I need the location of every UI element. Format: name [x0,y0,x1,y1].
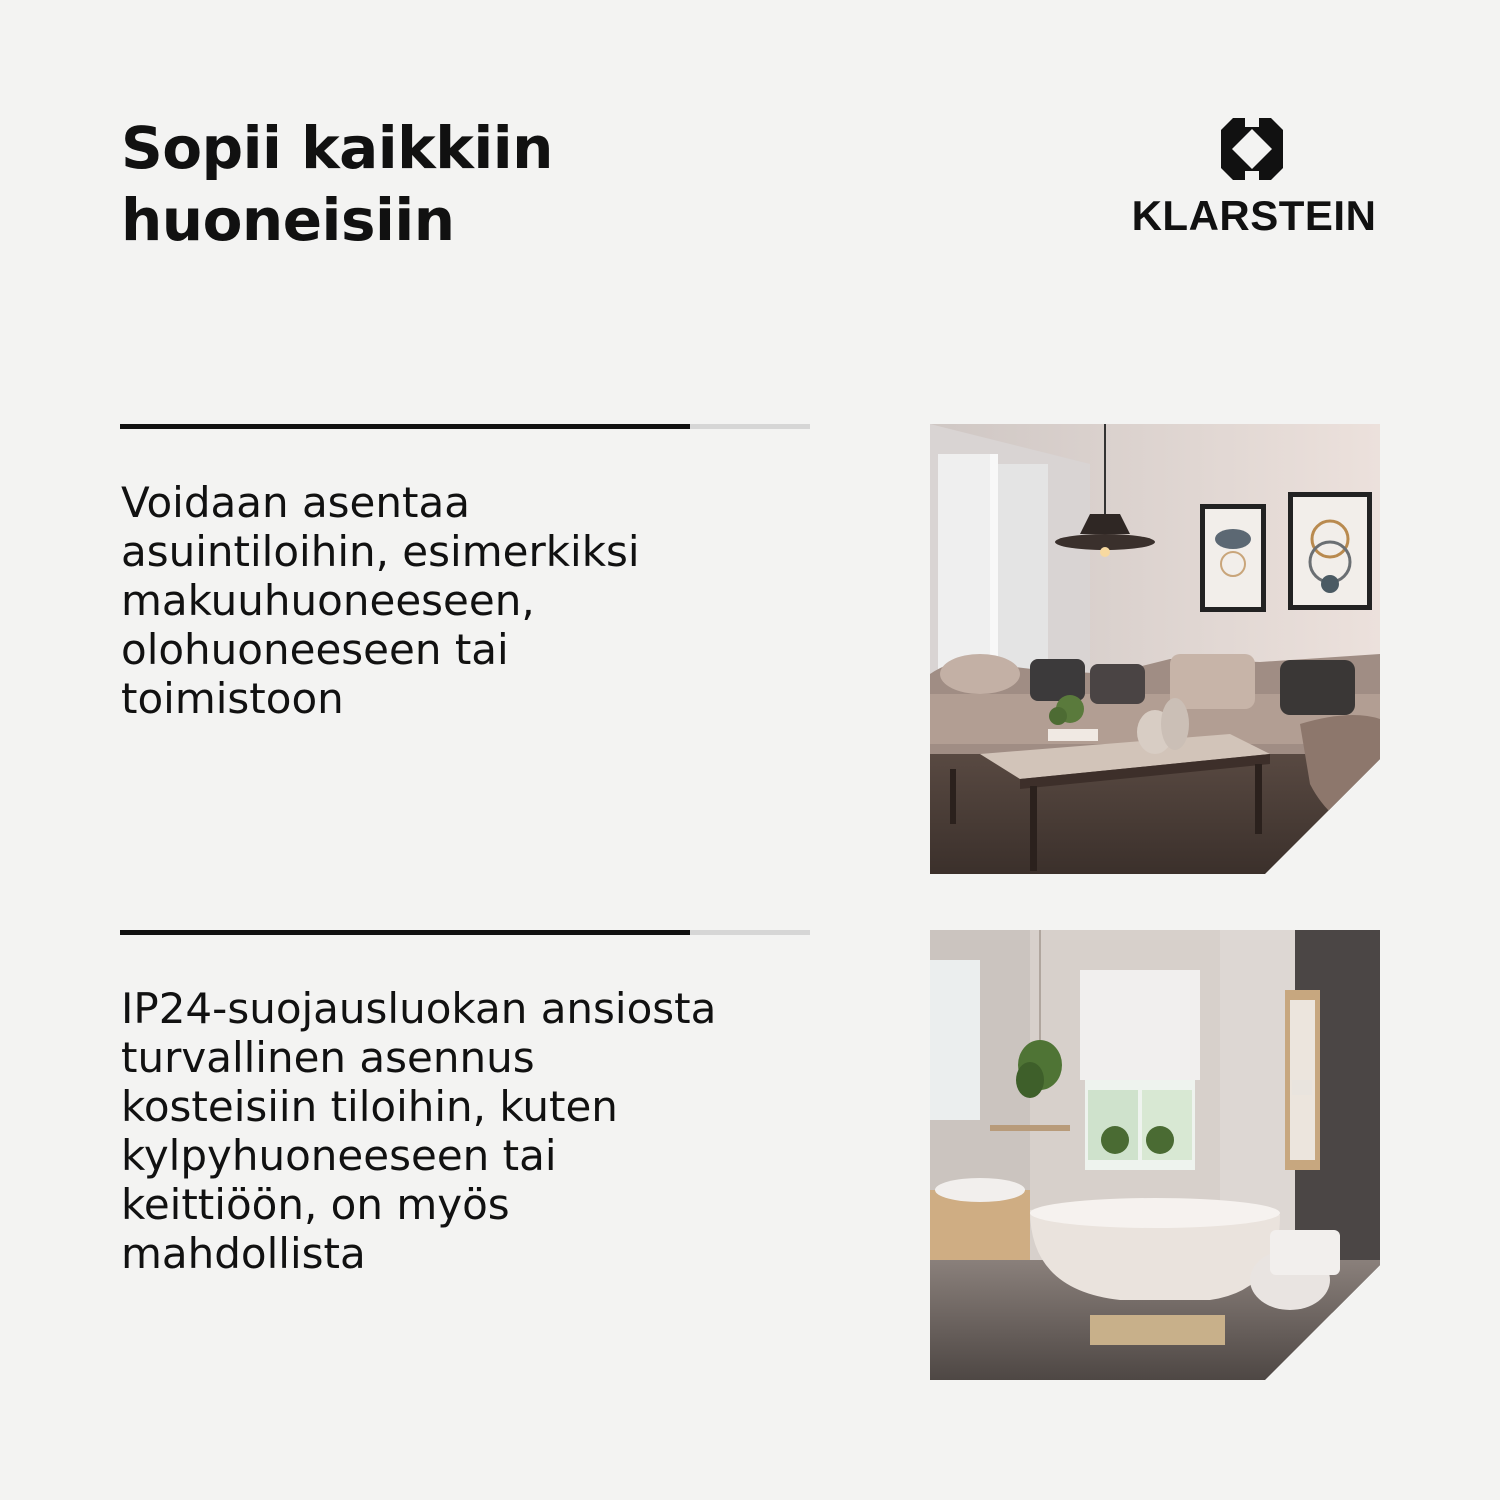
feature-1-line: olohuoneeseen tai [121,625,509,674]
feature-2-line: turvallinen asennus [121,1033,535,1082]
living-room-photo [930,424,1380,874]
bathroom-photo [930,930,1380,1380]
title-line-2: huoneisiin [121,186,455,254]
feature-1-line: asuintiloihin, esimerkiksi [121,527,640,576]
title-line-1: Sopii kaikkiin [121,114,553,182]
feature-2-progress-fill [120,930,690,935]
feature-2-text [121,984,821,1278]
feature-2-line: kylpyhuoneeseen tai [121,1131,557,1180]
feature-1-progress-bar [120,424,810,429]
feature-1-line: toimistoon [121,674,344,723]
feature-1-progress-fill [120,424,690,429]
feature-2-line: mahdollista [121,1229,366,1278]
klarstein-logo-icon [1221,118,1283,180]
feature-2-progress-bar [120,930,810,935]
feature-2-line: kosteisiin tiloihin, kuten [121,1082,618,1131]
brand-name: KLARSTEIN [1131,192,1377,239]
feature-2-line: IP24-suojausluokan ansiosta [121,984,717,1033]
feature-2-line: keittiöön, on myös [121,1180,510,1229]
feature-1-text [121,478,821,723]
feature-1-line: makuuhuoneeseen, [121,576,535,625]
brand-logo [1124,118,1384,248]
feature-1-line: Voidaan asentaa [121,478,470,527]
page-title [121,112,553,256]
